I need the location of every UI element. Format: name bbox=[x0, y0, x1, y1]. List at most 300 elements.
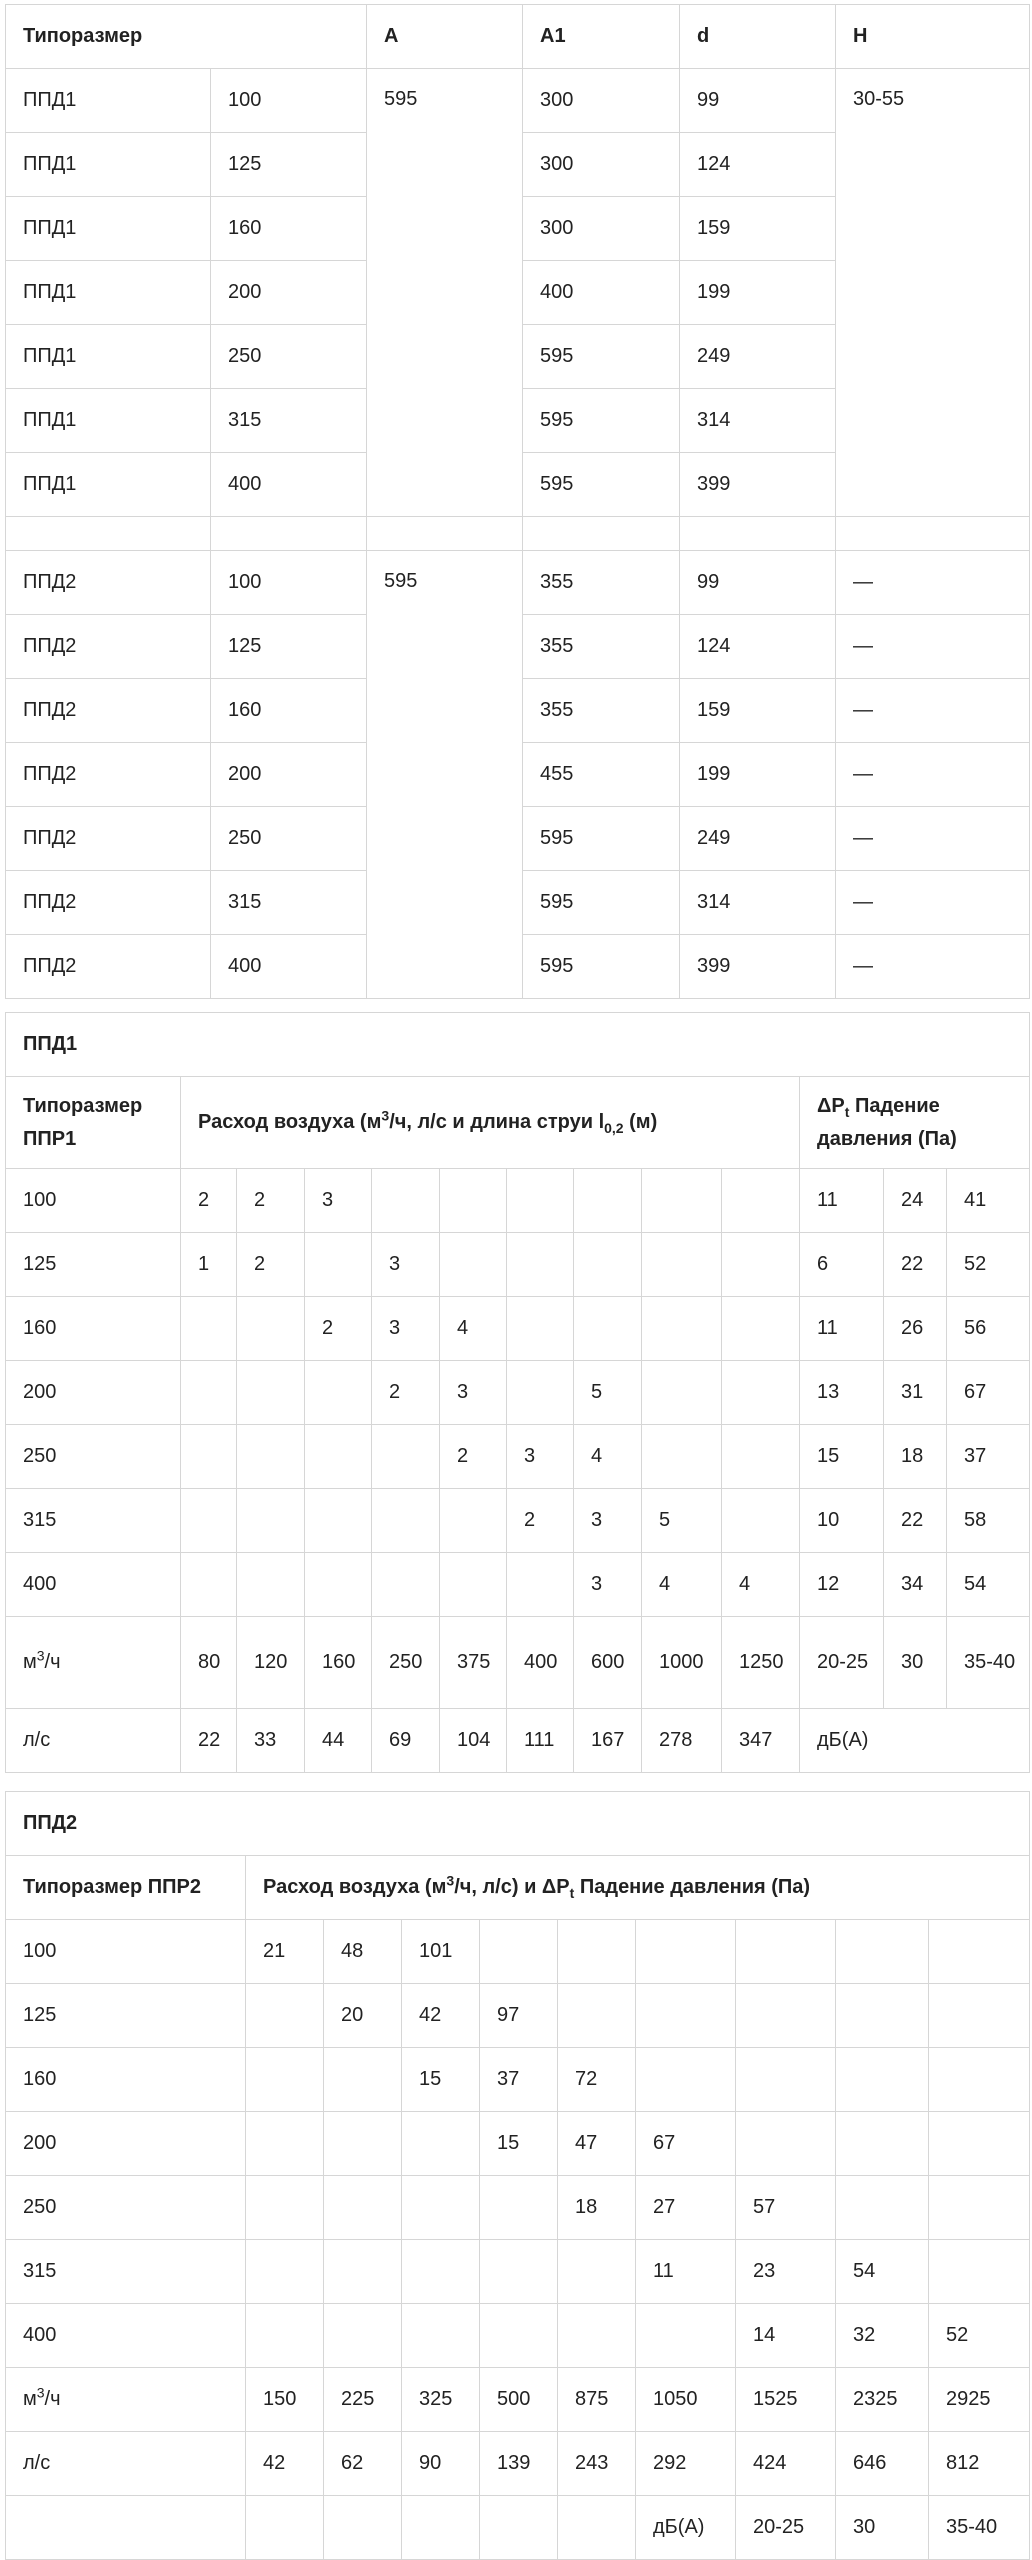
value-cell: 2325 bbox=[836, 2368, 929, 2432]
value-cell: 11 bbox=[800, 1297, 884, 1361]
value-cell: 20-25 bbox=[800, 1617, 884, 1709]
a1-cell: 300 bbox=[523, 69, 680, 133]
value-cell: 12 bbox=[800, 1553, 884, 1617]
value-cell: 120 bbox=[237, 1617, 305, 1709]
value-cell bbox=[305, 1425, 372, 1489]
value-cell bbox=[440, 1553, 507, 1617]
value-cell bbox=[642, 1425, 722, 1489]
value-cell bbox=[324, 2496, 402, 2560]
value-cell bbox=[836, 1984, 929, 2048]
d-cell: 124 bbox=[680, 133, 836, 197]
size-cell: 400 bbox=[6, 1553, 181, 1617]
value-cell bbox=[402, 2496, 480, 2560]
value-cell bbox=[480, 2240, 558, 2304]
header-sub: t bbox=[569, 1885, 575, 1901]
table-row bbox=[6, 1425, 1030, 1489]
header-airflow bbox=[246, 1856, 1030, 1920]
size-cell: 125 bbox=[6, 1984, 246, 2048]
value-cell bbox=[372, 1489, 440, 1553]
value-cell bbox=[246, 1984, 324, 2048]
h-cell: — bbox=[836, 935, 1030, 999]
value-cell: 1000 bbox=[642, 1617, 722, 1709]
value-cell: 3 bbox=[305, 1169, 372, 1233]
value-cell: 22 bbox=[181, 1709, 237, 1773]
table-row bbox=[6, 2176, 1030, 2240]
model-cell: ППД1 bbox=[6, 325, 211, 389]
value-cell bbox=[736, 1984, 836, 2048]
table-row bbox=[6, 69, 1030, 133]
value-cell bbox=[929, 1984, 1030, 2048]
a-value: 595 bbox=[367, 551, 523, 999]
value-cell bbox=[305, 1489, 372, 1553]
value-cell: 42 bbox=[402, 1984, 480, 2048]
value-cell bbox=[558, 2240, 636, 2304]
value-cell bbox=[636, 1920, 736, 1984]
value-cell: 18 bbox=[558, 2176, 636, 2240]
d-cell: 399 bbox=[680, 453, 836, 517]
value-cell bbox=[642, 1297, 722, 1361]
value-cell bbox=[440, 1233, 507, 1297]
value-cell: 34 bbox=[884, 1553, 947, 1617]
header-text: Расход воздуха (м bbox=[198, 1111, 382, 1133]
value-cell bbox=[324, 2304, 402, 2368]
value-cell: 292 bbox=[636, 2432, 736, 2496]
header-a: A bbox=[367, 5, 523, 69]
value-cell bbox=[372, 1169, 440, 1233]
d-cell: 399 bbox=[680, 935, 836, 999]
value-cell bbox=[722, 1489, 800, 1553]
value-cell bbox=[574, 1169, 642, 1233]
model-cell: ППД1 bbox=[6, 133, 211, 197]
value-cell: 1 bbox=[181, 1233, 237, 1297]
table-row bbox=[6, 2304, 1030, 2368]
dimensions-table bbox=[5, 4, 1030, 999]
d-cell: 314 bbox=[680, 871, 836, 935]
value-cell: 14 bbox=[736, 2304, 836, 2368]
size-cell: 100 bbox=[6, 1169, 181, 1233]
value-cell: 15 bbox=[480, 2112, 558, 2176]
a1-cell: 355 bbox=[523, 551, 680, 615]
table-row bbox=[6, 2048, 1030, 2112]
value-cell bbox=[642, 1169, 722, 1233]
header-pressure bbox=[800, 1077, 1030, 1169]
value-cell bbox=[305, 1553, 372, 1617]
model-cell: ППД2 bbox=[6, 935, 211, 999]
value-cell bbox=[6, 2496, 246, 2560]
model-cell: ППД2 bbox=[6, 615, 211, 679]
size-cell: 100 bbox=[6, 1920, 246, 1984]
model-cell: ППД1 bbox=[6, 261, 211, 325]
size-cell: 400 bbox=[211, 935, 367, 999]
unit-text: м bbox=[23, 1651, 37, 1673]
value-cell: 35-40 bbox=[947, 1617, 1030, 1709]
value-cell: 20 bbox=[324, 1984, 402, 2048]
value-cell: 400 bbox=[507, 1617, 574, 1709]
value-cell: 167 bbox=[574, 1709, 642, 1773]
value-cell bbox=[558, 2304, 636, 2368]
value-cell: 243 bbox=[558, 2432, 636, 2496]
value-cell: 6 bbox=[800, 1233, 884, 1297]
value-cell: 56 bbox=[947, 1297, 1030, 1361]
value-cell: 54 bbox=[836, 2240, 929, 2304]
value-cell: 2 bbox=[237, 1233, 305, 1297]
value-cell: 3 bbox=[507, 1425, 574, 1489]
value-cell bbox=[402, 2240, 480, 2304]
value-cell bbox=[237, 1361, 305, 1425]
value-cell bbox=[722, 1361, 800, 1425]
a1-cell: 300 bbox=[523, 197, 680, 261]
table-row bbox=[6, 2240, 1030, 2304]
value-cell: 33 bbox=[237, 1709, 305, 1773]
value-cell bbox=[480, 2496, 558, 2560]
value-cell: 23 bbox=[736, 2240, 836, 2304]
unit-sup: 3 bbox=[36, 2384, 45, 2401]
header-size: Типоразмер ППР2 bbox=[6, 1856, 246, 1920]
value-cell bbox=[722, 1169, 800, 1233]
size-cell: 315 bbox=[6, 2240, 246, 2304]
d-cell: 159 bbox=[680, 679, 836, 743]
model-cell: ППД2 bbox=[6, 679, 211, 743]
value-cell: 250 bbox=[372, 1617, 440, 1709]
value-cell bbox=[324, 2048, 402, 2112]
value-cell bbox=[836, 2112, 929, 2176]
size-cell: 200 bbox=[211, 743, 367, 807]
value-cell bbox=[181, 1297, 237, 1361]
d-cell: 249 bbox=[680, 807, 836, 871]
value-cell bbox=[642, 1361, 722, 1425]
value-cell bbox=[507, 1553, 574, 1617]
header-row bbox=[6, 5, 1030, 69]
value-cell: 3 bbox=[574, 1553, 642, 1617]
header-h: H bbox=[836, 5, 1030, 69]
table-row bbox=[6, 1169, 1030, 1233]
value-cell: 2 bbox=[237, 1169, 305, 1233]
d-cell: 159 bbox=[680, 197, 836, 261]
value-cell bbox=[929, 2176, 1030, 2240]
unit-sup: 3 bbox=[36, 1647, 45, 1664]
value-cell bbox=[305, 1361, 372, 1425]
value-cell: 48 bbox=[324, 1920, 402, 1984]
ppd1-table bbox=[5, 1012, 1030, 1773]
header-d: d bbox=[680, 5, 836, 69]
header-sup: 3 bbox=[381, 1107, 390, 1124]
value-cell: 2925 bbox=[929, 2368, 1030, 2432]
empty-cell bbox=[523, 517, 680, 551]
value-cell bbox=[636, 1984, 736, 2048]
value-cell bbox=[480, 2304, 558, 2368]
value-cell: 22 bbox=[884, 1233, 947, 1297]
header-text: Падение давления (Па) bbox=[817, 1094, 957, 1150]
value-cell: 347 bbox=[722, 1709, 800, 1773]
header-text: (м) bbox=[623, 1111, 658, 1133]
empty-cell bbox=[680, 517, 836, 551]
value-cell bbox=[558, 2496, 636, 2560]
value-cell: 69 bbox=[372, 1709, 440, 1773]
value-cell bbox=[736, 2112, 836, 2176]
model-cell: ППД2 bbox=[6, 743, 211, 807]
d-cell: 199 bbox=[680, 261, 836, 325]
table-title: ППД1 bbox=[6, 1013, 1030, 1077]
value-cell: 31 bbox=[884, 1361, 947, 1425]
size-cell: 250 bbox=[6, 1425, 181, 1489]
value-cell: 2 bbox=[305, 1297, 372, 1361]
value-cell: 4 bbox=[642, 1553, 722, 1617]
value-cell: 4 bbox=[574, 1425, 642, 1489]
header-row bbox=[6, 1856, 1030, 1920]
a1-cell: 595 bbox=[523, 935, 680, 999]
value-cell: 2 bbox=[181, 1169, 237, 1233]
size-cell: 100 bbox=[211, 551, 367, 615]
size-cell: 200 bbox=[6, 2112, 246, 2176]
size-cell: 250 bbox=[211, 807, 367, 871]
value-cell: 111 bbox=[507, 1709, 574, 1773]
model-cell: ППД1 bbox=[6, 197, 211, 261]
a1-cell: 455 bbox=[523, 743, 680, 807]
value-cell bbox=[929, 1920, 1030, 1984]
value-cell: 600 bbox=[574, 1617, 642, 1709]
header-sub: 0,2 bbox=[604, 1120, 624, 1136]
value-cell: 225 bbox=[324, 2368, 402, 2432]
value-cell: 5 bbox=[642, 1489, 722, 1553]
table-row bbox=[6, 1984, 1030, 2048]
table-row bbox=[6, 2112, 1030, 2176]
value-cell bbox=[929, 2048, 1030, 2112]
size-cell: 200 bbox=[6, 1361, 181, 1425]
value-cell: 44 bbox=[305, 1709, 372, 1773]
value-cell: 11 bbox=[800, 1169, 884, 1233]
value-cell: 139 bbox=[480, 2432, 558, 2496]
value-cell bbox=[372, 1553, 440, 1617]
value-cell: 90 bbox=[402, 2432, 480, 2496]
value-cell: дБ(А) bbox=[636, 2496, 736, 2560]
model-cell: ППД2 bbox=[6, 551, 211, 615]
m3-row bbox=[6, 1617, 1030, 1709]
model-cell: ППД1 bbox=[6, 69, 211, 133]
size-cell: 315 bbox=[211, 389, 367, 453]
d-cell: 99 bbox=[680, 69, 836, 133]
d-cell: 249 bbox=[680, 325, 836, 389]
value-cell: 21 bbox=[246, 1920, 324, 1984]
value-cell bbox=[237, 1553, 305, 1617]
unit-m3 bbox=[6, 2368, 246, 2432]
value-cell: 3 bbox=[372, 1297, 440, 1361]
table-row bbox=[6, 1297, 1030, 1361]
d-cell: 124 bbox=[680, 615, 836, 679]
model-cell: ППД1 bbox=[6, 453, 211, 517]
value-cell bbox=[507, 1169, 574, 1233]
empty-cell bbox=[367, 517, 523, 551]
header-size: Типоразмер bbox=[6, 5, 367, 69]
size-cell: 400 bbox=[6, 2304, 246, 2368]
value-cell: 2 bbox=[372, 1361, 440, 1425]
value-cell: 1050 bbox=[636, 2368, 736, 2432]
a1-cell: 355 bbox=[523, 615, 680, 679]
value-cell bbox=[324, 2176, 402, 2240]
value-cell bbox=[237, 1425, 305, 1489]
h-cell: — bbox=[836, 871, 1030, 935]
unit-text: м bbox=[23, 2388, 37, 2410]
h-cell: — bbox=[836, 743, 1030, 807]
size-cell: 125 bbox=[211, 133, 367, 197]
table-row bbox=[6, 1361, 1030, 1425]
table-row bbox=[6, 1553, 1030, 1617]
value-cell: 27 bbox=[636, 2176, 736, 2240]
value-cell: 24 bbox=[884, 1169, 947, 1233]
size-cell: 125 bbox=[211, 615, 367, 679]
value-cell: 875 bbox=[558, 2368, 636, 2432]
size-cell: 200 bbox=[211, 261, 367, 325]
a1-cell: 595 bbox=[523, 453, 680, 517]
table-title: ППД2 bbox=[6, 1792, 1030, 1856]
value-cell bbox=[507, 1361, 574, 1425]
header-size-line1: Типоразмер bbox=[23, 1094, 143, 1117]
value-cell: 18 bbox=[884, 1425, 947, 1489]
value-cell: 5 bbox=[574, 1361, 642, 1425]
value-cell: 4 bbox=[440, 1297, 507, 1361]
value-cell bbox=[372, 1425, 440, 1489]
header-airflow bbox=[181, 1077, 800, 1169]
size-cell: 160 bbox=[211, 197, 367, 261]
table-row bbox=[6, 1920, 1030, 1984]
d-cell: 314 bbox=[680, 389, 836, 453]
ppd2-table bbox=[5, 1791, 1030, 2560]
spacer-row bbox=[6, 517, 1030, 551]
value-cell: 41 bbox=[947, 1169, 1030, 1233]
unit-text: /ч bbox=[44, 1651, 61, 1673]
title-row bbox=[6, 1792, 1030, 1856]
value-cell bbox=[402, 2176, 480, 2240]
header-text: ΔP bbox=[817, 1094, 845, 1117]
value-cell: 62 bbox=[324, 2432, 402, 2496]
value-cell: 67 bbox=[636, 2112, 736, 2176]
value-cell: 42 bbox=[246, 2432, 324, 2496]
value-cell: 58 bbox=[947, 1489, 1030, 1553]
value-cell: 812 bbox=[929, 2432, 1030, 2496]
value-cell bbox=[246, 2304, 324, 2368]
size-cell: 250 bbox=[6, 2176, 246, 2240]
value-cell: 54 bbox=[947, 1553, 1030, 1617]
value-cell: 72 bbox=[558, 2048, 636, 2112]
unit-m3 bbox=[6, 1617, 181, 1709]
value-cell: 101 bbox=[402, 1920, 480, 1984]
model-cell: ППД2 bbox=[6, 871, 211, 935]
size-cell: 100 bbox=[211, 69, 367, 133]
value-cell: 37 bbox=[947, 1425, 1030, 1489]
ls-row bbox=[6, 2432, 1030, 2496]
value-cell: 424 bbox=[736, 2432, 836, 2496]
table-row bbox=[6, 1233, 1030, 1297]
value-cell bbox=[305, 1233, 372, 1297]
size-cell: 400 bbox=[211, 453, 367, 517]
value-cell bbox=[324, 2112, 402, 2176]
unit-text: /ч bbox=[44, 2388, 61, 2410]
value-cell: 52 bbox=[947, 1233, 1030, 1297]
m3-row bbox=[6, 2368, 1030, 2432]
value-cell bbox=[246, 2496, 324, 2560]
value-cell: 67 bbox=[947, 1361, 1030, 1425]
value-cell bbox=[237, 1297, 305, 1361]
header-text: /ч, л/с и длина струи l bbox=[389, 1111, 605, 1133]
value-cell bbox=[402, 2112, 480, 2176]
value-cell: 37 bbox=[480, 2048, 558, 2112]
value-cell: 47 bbox=[558, 2112, 636, 2176]
value-cell: 2 bbox=[440, 1425, 507, 1489]
table-row bbox=[6, 551, 1030, 615]
value-cell bbox=[181, 1553, 237, 1617]
size-cell: 315 bbox=[6, 1489, 181, 1553]
value-cell: 15 bbox=[402, 2048, 480, 2112]
value-cell bbox=[402, 2304, 480, 2368]
header-sub: t bbox=[844, 1103, 850, 1120]
value-cell: 30 bbox=[884, 1617, 947, 1709]
value-cell: 500 bbox=[480, 2368, 558, 2432]
header-text: Расход воздуха (м bbox=[263, 1876, 447, 1898]
value-cell bbox=[636, 2304, 736, 2368]
value-cell bbox=[507, 1297, 574, 1361]
value-cell bbox=[246, 2112, 324, 2176]
value-cell bbox=[736, 1920, 836, 1984]
h-cell: — bbox=[836, 807, 1030, 871]
value-cell bbox=[181, 1361, 237, 1425]
db-row bbox=[6, 2496, 1030, 2560]
unit-ls: л/с bbox=[6, 2432, 246, 2496]
empty-cell bbox=[211, 517, 367, 551]
value-cell: 646 bbox=[836, 2432, 929, 2496]
header-sup: 3 bbox=[446, 1872, 455, 1889]
value-cell: 10 bbox=[800, 1489, 884, 1553]
value-cell: 278 bbox=[642, 1709, 722, 1773]
value-cell bbox=[929, 2240, 1030, 2304]
a1-cell: 300 bbox=[523, 133, 680, 197]
value-cell: 3 bbox=[440, 1361, 507, 1425]
model-cell: ППД2 bbox=[6, 807, 211, 871]
value-cell bbox=[324, 2240, 402, 2304]
value-cell: 1250 bbox=[722, 1617, 800, 1709]
value-cell bbox=[574, 1297, 642, 1361]
value-cell: 3 bbox=[574, 1489, 642, 1553]
value-cell: 57 bbox=[736, 2176, 836, 2240]
h-cell: — bbox=[836, 615, 1030, 679]
value-cell bbox=[736, 2048, 836, 2112]
value-cell bbox=[929, 2112, 1030, 2176]
value-cell bbox=[181, 1425, 237, 1489]
value-cell: 30 bbox=[836, 2496, 929, 2560]
value-cell: 22 bbox=[884, 1489, 947, 1553]
value-cell: 325 bbox=[402, 2368, 480, 2432]
value-cell: 11 bbox=[636, 2240, 736, 2304]
value-cell bbox=[722, 1233, 800, 1297]
size-cell: 250 bbox=[211, 325, 367, 389]
model-cell: ППД1 bbox=[6, 389, 211, 453]
value-cell bbox=[636, 2048, 736, 2112]
header-text: /ч, л/с) и ΔP bbox=[454, 1876, 570, 1898]
header-size bbox=[6, 1077, 181, 1169]
a1-cell: 595 bbox=[523, 871, 680, 935]
value-cell bbox=[246, 2240, 324, 2304]
value-cell: 26 bbox=[884, 1297, 947, 1361]
value-cell: 35-40 bbox=[929, 2496, 1030, 2560]
title-row bbox=[6, 1013, 1030, 1077]
value-cell: 4 bbox=[722, 1553, 800, 1617]
value-cell: 1525 bbox=[736, 2368, 836, 2432]
value-cell: 375 bbox=[440, 1617, 507, 1709]
h-cell: — bbox=[836, 679, 1030, 743]
value-cell: 2 bbox=[507, 1489, 574, 1553]
value-cell: 15 bbox=[800, 1425, 884, 1489]
value-cell bbox=[836, 2176, 929, 2240]
value-cell bbox=[237, 1489, 305, 1553]
value-cell bbox=[480, 2176, 558, 2240]
